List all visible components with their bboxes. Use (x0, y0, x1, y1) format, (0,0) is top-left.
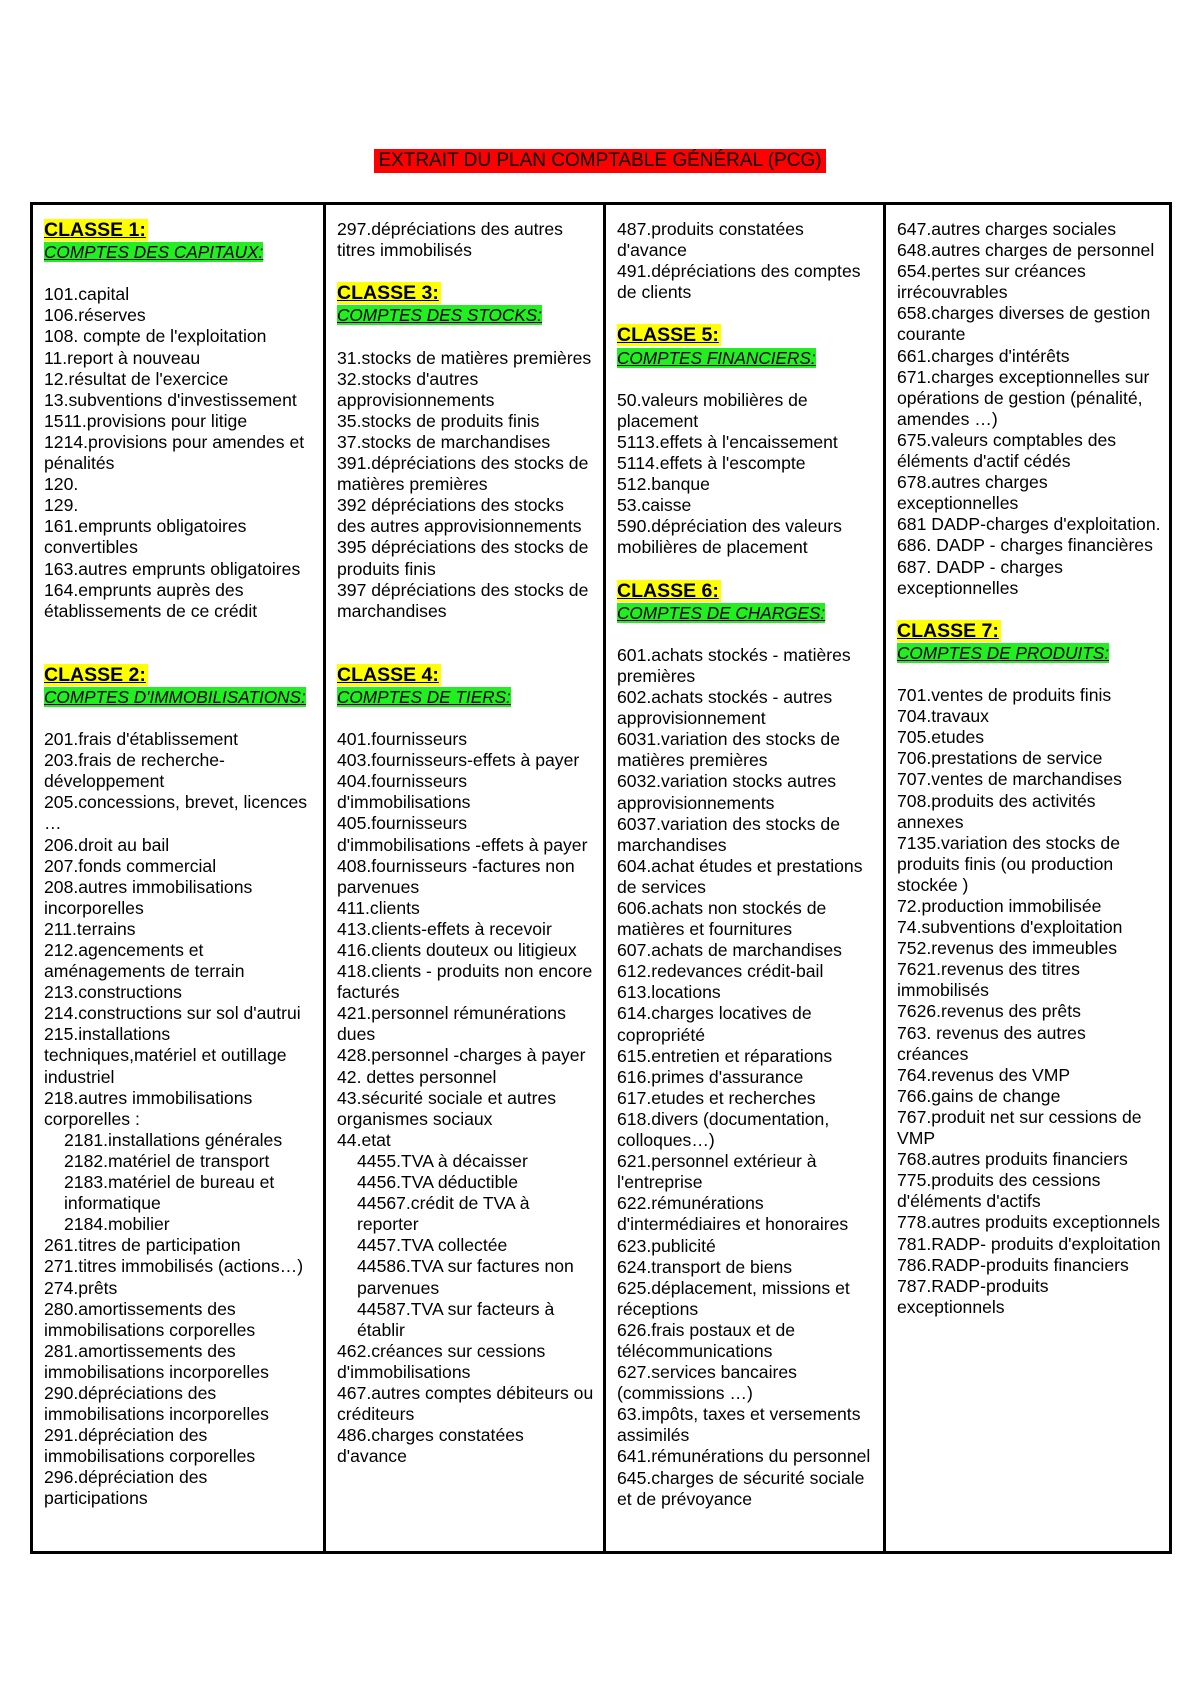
class-subheading-row (337, 687, 595, 708)
account-item: 395 dépréciations des stocks de produits finis (337, 537, 589, 579)
column-2 (323, 205, 603, 1551)
account-item: 74.subventions d'exploitation (897, 917, 1123, 938)
account-item: 658.charges diverses de gestion courante (897, 303, 1151, 345)
account-item: 32.stocks d'autres approvisionnements (337, 368, 495, 410)
account-item: 163.autres emprunts obligatoires (44, 558, 301, 579)
account-item: 403.fournisseurs-effets à payer (337, 750, 580, 771)
account-item: 612.redevances crédit-bail (617, 961, 824, 982)
account-item: 5113.effets à l'encaissement (617, 431, 838, 452)
spacer (44, 263, 315, 284)
account-item: 704.travaux (897, 706, 989, 727)
account-item: 625.déplacement, missions et réceptions (617, 1277, 850, 1319)
account-item: 614.charges locatives de copropriété (617, 1003, 812, 1045)
account-item: 37.stocks de marchandises (337, 431, 551, 452)
account-item: 35.stocks de produits finis (337, 410, 540, 431)
account-item: 50.valeurs mobilières de placement (617, 389, 808, 431)
account-item: 106.réserves (44, 305, 146, 326)
spacer (44, 708, 315, 729)
account-item: 108. compte de l'exploitation (44, 326, 267, 347)
spacer (897, 664, 1161, 685)
account-item: 297.dépréciations des autres titres immobilisés (337, 219, 563, 261)
class-heading-row (897, 620, 1161, 642)
class-subheading-row (44, 242, 315, 263)
sub-account-item: 2184.mobilier (64, 1214, 170, 1235)
account-item: 201.frais d'établissement (44, 729, 239, 750)
class-subheading-row (617, 603, 875, 624)
class-heading: CLASSE 1: (44, 219, 146, 241)
class-heading-row (44, 664, 315, 686)
account-item: 43.sécurité sociale et autres organismes sociaux (337, 1087, 557, 1129)
account-item: 671.charges exceptionnelles sur opérations de gestion (pénalité, amendes …) (897, 366, 1150, 429)
class-subheading-row (897, 643, 1161, 664)
account-item: 606.achats non stockés de matières et fournitures (617, 898, 827, 940)
account-item: 763. revenus des autres créances (897, 1022, 1086, 1064)
account-item: 707.ventes de marchandises (897, 769, 1122, 790)
sub-account-item: 4457.TVA collectée (357, 1235, 508, 1256)
account-item: 408.fournisseurs -factures non parvenues (337, 855, 575, 897)
account-item: 418.clients - produits non encore facturés (337, 961, 593, 1003)
account-item: 512.banque (617, 474, 710, 495)
account-item: 42. dettes personnel (337, 1066, 497, 1087)
account-item: 261.titres de participation (44, 1235, 241, 1256)
account-item: 462.créances sur cessions d'immobilisations (337, 1340, 546, 1382)
class-heading: CLASSE 3: (337, 282, 439, 305)
account-item: 678.autres charges exceptionnelles (897, 472, 1048, 514)
account-item: 616.primes d'assurance (617, 1066, 804, 1087)
account-item: 218.autres immobilisations corporelles : (44, 1087, 253, 1129)
account-item: 13.subventions d'investissement (44, 389, 297, 410)
account-item: 213.constructions (44, 982, 182, 1003)
spacer (897, 599, 1161, 620)
account-item: 618.divers (documentation, colloques…) (617, 1108, 830, 1151)
account-item: 11.report à nouveau (44, 347, 201, 368)
account-item: 120. (44, 474, 79, 495)
account-item: 607.achats de marchandises (617, 940, 842, 961)
account-item: 290.dépréciations des immobilisations incorporelles (44, 1382, 269, 1425)
account-item: 766.gains de change (897, 1085, 1061, 1106)
sub-account-item: 44567.crédit de TVA à reporter (357, 1193, 530, 1235)
spacer (337, 622, 595, 664)
account-item: 206.droit au bail (44, 834, 170, 855)
account-item: 681 DADP-charges d'exploitation. (897, 514, 1161, 535)
account-item: 701.ventes de produits finis (897, 685, 1112, 706)
account-item: 63.impôts, taxes et versements assimilés (617, 1404, 861, 1446)
sub-account-item: 2183.matériel de bureau et informatique (64, 1172, 275, 1214)
account-item: 781.RADP- produits d'exploitation (897, 1233, 1161, 1254)
column-1 (33, 205, 323, 1551)
account-item: 767.produit net sur cessions de VMP (897, 1106, 1142, 1149)
account-item: 590.dépréciation des valeurs mobilières de placement (617, 516, 842, 558)
class-heading: CLASSE 4: (337, 663, 439, 686)
spacer (337, 708, 595, 729)
account-item: 161.emprunts obligatoires convertibles (44, 516, 247, 558)
account-item: 687. DADP - charges exceptionnelles (897, 556, 1063, 598)
class-subheading-row (44, 687, 315, 708)
class-subheading: COMPTES D'IMMOBILISATIONS: (44, 686, 306, 707)
account-item: 212.agencements et aménagements de terrain (44, 940, 245, 982)
class-heading: CLASSE 5: (617, 324, 719, 347)
class-heading-row (337, 664, 595, 686)
account-item: 6031.variation des stocks de matières premières (617, 729, 840, 771)
spacer (617, 369, 875, 390)
account-item: 401.fournisseurs (337, 729, 468, 750)
account-item: 775.produits des cessions d'éléments d'actifs (897, 1170, 1101, 1212)
class-subheading-row (617, 348, 875, 369)
account-item: 627.services bancaires (commissions …) (617, 1362, 797, 1404)
account-item: 404.fournisseurs d'immobilisations (337, 771, 471, 813)
account-item: 647.autres charges sociales (897, 219, 1117, 239)
sub-account-item: 4456.TVA déductible (357, 1172, 519, 1193)
account-item: 706.prestations de service (897, 748, 1103, 769)
account-item: 6032.variation stocks autres approvisionnements (617, 771, 837, 813)
spacer (44, 622, 315, 664)
class-subheading: COMPTES DE PRODUITS: (897, 642, 1109, 663)
account-item: 271.titres immobilisés (actions…) (44, 1256, 304, 1277)
class-subheading-row (337, 305, 595, 326)
spacer (617, 303, 875, 324)
account-item: 622.rémunérations d'intermédiaires et honoraires (617, 1193, 849, 1235)
account-item: 621.personnel extérieur à l'entreprise (617, 1151, 817, 1193)
account-item: 624.transport de biens (617, 1256, 793, 1277)
sub-account-item: 2182.matériel de transport (64, 1150, 270, 1171)
class-subheading: COMPTES DE TIERS: (337, 686, 511, 707)
account-item: 12.résultat de l'exercice (44, 368, 229, 389)
account-item: 203.frais de recherche-développement (44, 750, 225, 792)
account-item: 778.autres produits exceptionnels (897, 1212, 1161, 1233)
account-item: 617.etudes et recherches (617, 1087, 816, 1108)
account-item: 641.rémunérations du personnel (617, 1446, 871, 1467)
account-item: 7626.revenus des prêts (897, 1001, 1081, 1022)
account-item: 686. DADP - charges financières (897, 535, 1153, 556)
sub-account-item: 2181.installations générales (64, 1129, 283, 1150)
account-item: 601.achats stockés - matières premières (617, 644, 851, 686)
account-item: 392 dépréciations des stocks des autres approvisionnements (337, 495, 582, 537)
account-item: 613.locations (617, 982, 721, 1003)
account-item: 604.achat études et prestations de services (617, 855, 863, 897)
account-item: 467.autres comptes débiteurs ou créditeurs (337, 1382, 594, 1425)
account-item: 7135.variation des stocks de produits finis (ou production stockée ) (897, 832, 1120, 895)
class-heading-row (337, 282, 595, 304)
account-item: 6037.variation des stocks de marchandises (617, 813, 840, 855)
class-subheading: COMPTES DE CHARGES: (617, 602, 826, 623)
sub-account-item: 44587.TVA sur facteurs à établir (357, 1298, 555, 1340)
account-item: 7621.revenus des titres immobilisés (897, 959, 1080, 1001)
account-item: 413.clients-effets à recevoir (337, 918, 552, 939)
account-item: 205.concessions, brevet, licences … (44, 792, 308, 834)
class-subheading: COMPTES FINANCIERS: (617, 347, 816, 368)
class-heading: CLASSE 7: (897, 619, 999, 642)
account-item: 654.pertes sur créances irrécouvrables (897, 261, 1086, 303)
account-item: 708.produits des activités annexes (897, 790, 1096, 832)
account-item: 391.dépréciations des stocks de matières premières (337, 453, 589, 495)
account-item: 675.valeurs comptables des éléments d'actif cédés (897, 429, 1117, 472)
account-item: 164.emprunts auprès des établissements de ce crédit (44, 579, 258, 621)
account-item: 752.revenus des immeubles (897, 938, 1118, 959)
account-item: 411.clients (337, 897, 420, 918)
spacer (337, 326, 595, 347)
class-subheading: COMPTES DES CAPITAUX: (44, 242, 264, 263)
account-item: 602.achats stockés - autres approvisionnement (617, 687, 833, 729)
account-item: 786.RADP-produits financiers (897, 1254, 1129, 1275)
account-item: 5114.effets à l'escompte (617, 453, 806, 474)
account-item: 645.charges de sécurité sociale et de prévoyance (617, 1467, 865, 1509)
account-item: 648.autres charges de personnel (897, 240, 1155, 261)
account-item: 405.fournisseurs d'immobilisations -effets à payer (337, 813, 588, 855)
account-item: 211.terrains (44, 918, 136, 939)
account-item: 661.charges d'intérêts (897, 345, 1070, 366)
spacer (337, 261, 595, 282)
account-item: 397 dépréciations des stocks de marchandises (337, 579, 589, 621)
account-item: 296.dépréciation des participations (44, 1467, 208, 1509)
account-item: 44.etat (337, 1129, 391, 1150)
account-item: 208.autres immobilisations incorporelles (44, 876, 253, 918)
account-item: 53.caisse (617, 495, 692, 516)
title-wrapper (0, 149, 1200, 173)
account-item: 274.prêts (44, 1277, 118, 1298)
account-item: 129. (44, 495, 79, 516)
account-item: 215.installations techniques,matériel et outillage industriel (44, 1024, 287, 1087)
account-item: 626.frais postaux et de télécommunications (617, 1319, 796, 1361)
account-item: 207.fonds commercial (44, 855, 217, 876)
account-item: 768.autres produits financiers (897, 1149, 1128, 1170)
account-item: 705.etudes (897, 727, 985, 748)
account-item: 486.charges constatées d'avance (337, 1425, 524, 1467)
account-item: 787.RADP-produits exceptionnels (897, 1275, 1049, 1317)
column-3 (603, 205, 883, 1551)
class-subheading: COMPTES DES STOCKS: (337, 305, 543, 326)
account-item: 421.personnel rémunérations dues (337, 1003, 566, 1045)
account-item: 280.amortissements des immobilisations corporelles (44, 1298, 256, 1340)
account-item: 72.production immobilisée (897, 896, 1102, 916)
account-item: 428.personnel -charges à payer (337, 1045, 586, 1066)
class-heading-row (44, 219, 315, 241)
page-title: EXTRAIT DU PLAN COMPTABLE GÉNÉRAL (PCG) (374, 149, 825, 173)
class-heading-row (617, 580, 875, 602)
account-item: 764.revenus des VMP (897, 1064, 1071, 1085)
account-item: 291.dépréciation des immobilisations corporelles (44, 1425, 256, 1467)
accounts-table (30, 202, 1172, 1554)
account-item: 31.stocks de matières premières (337, 347, 592, 368)
spacer (617, 559, 875, 580)
sub-account-item: 4455.TVA à décaisser (357, 1150, 528, 1171)
account-item: 214.constructions sur sol d'autrui (44, 1003, 301, 1024)
class-heading: CLASSE 6: (617, 579, 719, 602)
account-item: 1511.provisions pour litige (44, 410, 248, 431)
account-item: 487.produits constatées d'avance (617, 219, 804, 261)
account-item: 101.capital (44, 284, 130, 305)
account-item: 623.publicité (617, 1235, 716, 1256)
account-item: 281.amortissements des immobilisations incorporelles (44, 1340, 269, 1382)
spacer (617, 624, 875, 645)
account-item: 491.dépréciations des comptes de clients (617, 261, 861, 303)
account-item: 416.clients douteux ou litigieux (337, 940, 577, 960)
column-4 (883, 205, 1169, 1551)
sub-account-item: 44586.TVA sur factures non parvenues (357, 1256, 574, 1298)
class-heading-row (617, 324, 875, 346)
account-item: 615.entretien et réparations (617, 1045, 833, 1066)
account-item: 1214.provisions pour amendes et pénalités (44, 431, 305, 474)
class-heading: CLASSE 2: (44, 663, 146, 686)
